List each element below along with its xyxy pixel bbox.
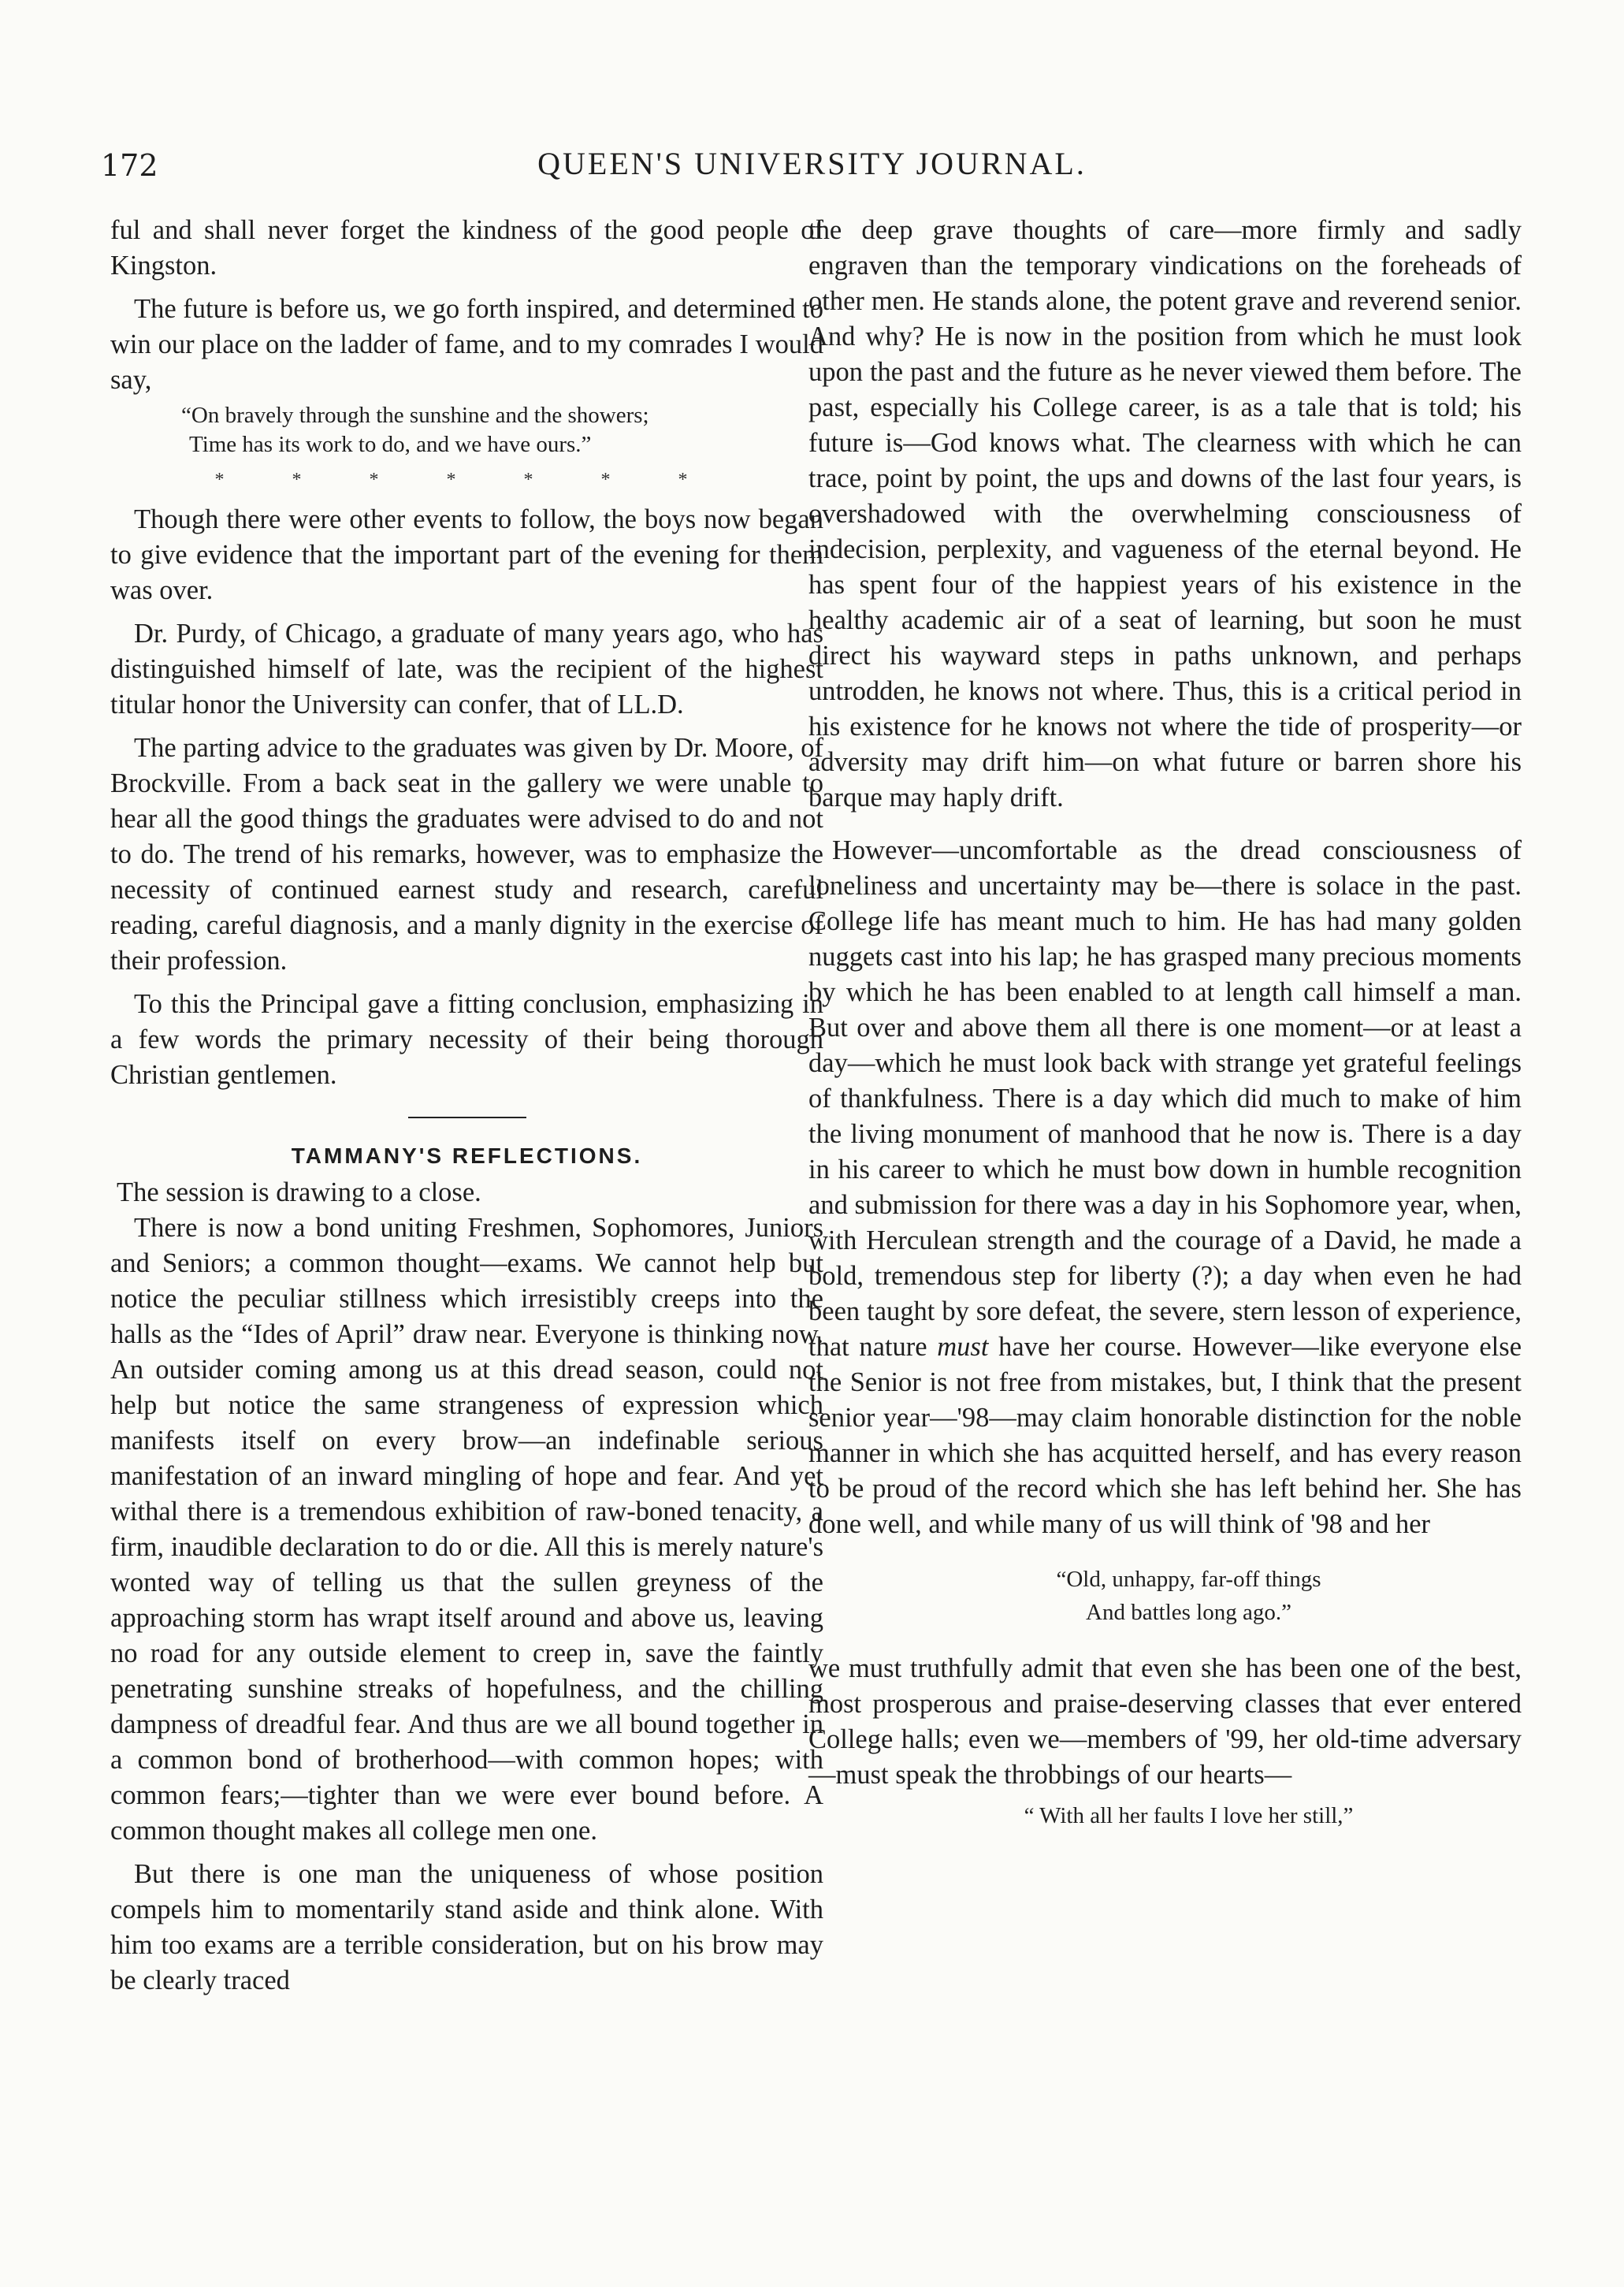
verse-line: “On bravely through the sunshine and the showers; [181,403,649,428]
paragraph: The future is before us, we go forth inspired, and determined to win our place on the ladder of fame, and to my comrades I would say, [110,294,823,395]
paragraph: Dr. Purdy, of Chicago, a graduate of many years ago, who has distinguished himself of late, was the recipient of the highest titular honor the University can confer, that of LL.D. [110,619,823,720]
paragraph: There is now a bond uniting Freshmen, Sophomores, Juniors and Seniors; a common thought—exams. We cannot help but notice the peculiar stillness which irresistibly creeps into the halls as the “Ides of April” draw near. Everyone is thinking now. An outsider coming among us at this dread season, could not help but notice the same strangeness of expression which manifests itself on every brow—an indefinable serious manifestation of an inward mingling of hope and fear. And yet withal there is a tremendous exhibition of raw-boned tenacity, a firm, inaudible declaration to do or die. All this is merely nature's wonted way of telling us that the sullen greyness of the approaching storm has wrapt itself around and above us, leaving no road for any outside element to creep in, save the faintly penetrating sunshine streaks of hopefulness, and the chilling dampness of dreadful fear. And thus are we all bound together in a common bond of brotherhood—with common hopes; with common fears;—tighter than we were ever bound before. A common thought makes all college men one. [110,1213,823,1846]
paragraph: we must truthfully admit that even she has been one of the best, most prosperous and praise-deserving classes that ever entered College halls; even we—members of '99, her old-time adversary—must speak the throbbings of our hearts— [808,1653,1522,1790]
paragraph-text: have her course. However—like everyone else the Senior is not free from mistakes, but, I think that the present senior year—'98—may claim honorable distinction for the noble manner in which she has acquitted herself, and has every reason to be proud of the record which she has left behind her. She has done well, and while many of us will think of '98 and her [808,1332,1522,1539]
paragraph: ful and shall never forget the kindness of the good people of Kingston. [110,215,823,281]
section-separator: * * * * * * * [214,470,719,490]
right-column [808,213,1522,1832]
section-rule [408,1117,526,1118]
verse-quote [808,1563,1522,1629]
paragraph: To this the Principal gave a fitting conclusion, emphasizing in a few words the primary necessity of their being thorough Christian gentlemen. [110,989,823,1090]
journal-title: QUEEN'S UNIVERSITY JOURNAL. [537,146,1087,181]
paragraph [808,833,1522,1542]
paragraph: But there is one man the uniqueness of whose position compels him to momentarily stand aside and think alone. With him too exams are a terrible consideration, but on his brow may be clearly traced [110,1859,823,1995]
closing-quote: “ With all her faults I love her still,” [1024,1803,1354,1828]
page-number: 172 [101,148,158,183]
section-heading: TAMMANY'S REFLECTIONS. [291,1144,643,1168]
verse-line: Time has its work to do, and we have ours.” [189,432,592,457]
paragraph: the deep grave thoughts of care—more firmly and sadly engraven than the temporary vindications on the foreheads of other men. He stands alone, the potent grave and reverend senior. And why? He is now in the position from which he must look upon the past and the future as he never viewed them before. The past, especially his College career, is as a tale that is told; his future is—God knows what. The clearness with which he can trace, point by point, the ups and downs of the last four years, is overshadowed with the overwhelming consciousness of indecision, perplexity, and vagueness of the eternal beyond. He has spent four of the happiest years of his existence in the healthy academic air of a seat of learning, but soon he must direct his wayward steps in paths unknown, and perhaps untrodden, he knows not where. Thus, this is a critical period in his existence for he knows not where the tide of prosperity—or adversity may drift him—on what future or barren shore his barque may haply drift. [808,215,1522,813]
paragraph: The session is drawing to a close. [117,1177,481,1207]
italic-word: must [937,1332,989,1362]
left-column [110,213,823,1999]
paragraph: Though there were other events to follow, the boys now began to give evidence that the important part of the evening for them was over. [110,504,823,605]
verse-line: “Old, unhappy, far-off things [1056,1567,1321,1592]
paragraph: The parting advice to the graduates was given by Dr. Moore, of Brockville. From a back seat in the gallery we were unable to hear all the good things the graduates were advised to do and not to do. The trend of his remarks, however, was to emphasize the necessity of continued earnest study and research, careful reading, careful diagnosis, and a manly dignity in the exercise of their profession. [110,733,823,976]
verse-quote [110,401,823,459]
verse-line: And battles long ago.” [1086,1600,1291,1625]
paragraph-text: However—uncomfortable as the dread consciousness of loneliness and uncertainty may be—there is solace in the past. College life has meant much to him. He has had many golden nuggets cast into his lap; he has grasped many precious moments by which he has been enabled to at length call himself a man. But over and above them all there is one moment—or at least a day—which he must look back with strange yet grateful feelings of thankfulness. There is a day which did much to make of him the living monument of manhood that he now is. There is a day in his career to which he must bow down in humble recognition and submission for there was a day in his Sophomore year, when, with Herculean strength and the courage of a David, he made a bold, tremendous step for liberty (?); a day when even he had been taught by sore defeat, the severe, stern lesson of experience, that nature [808,835,1522,1362]
